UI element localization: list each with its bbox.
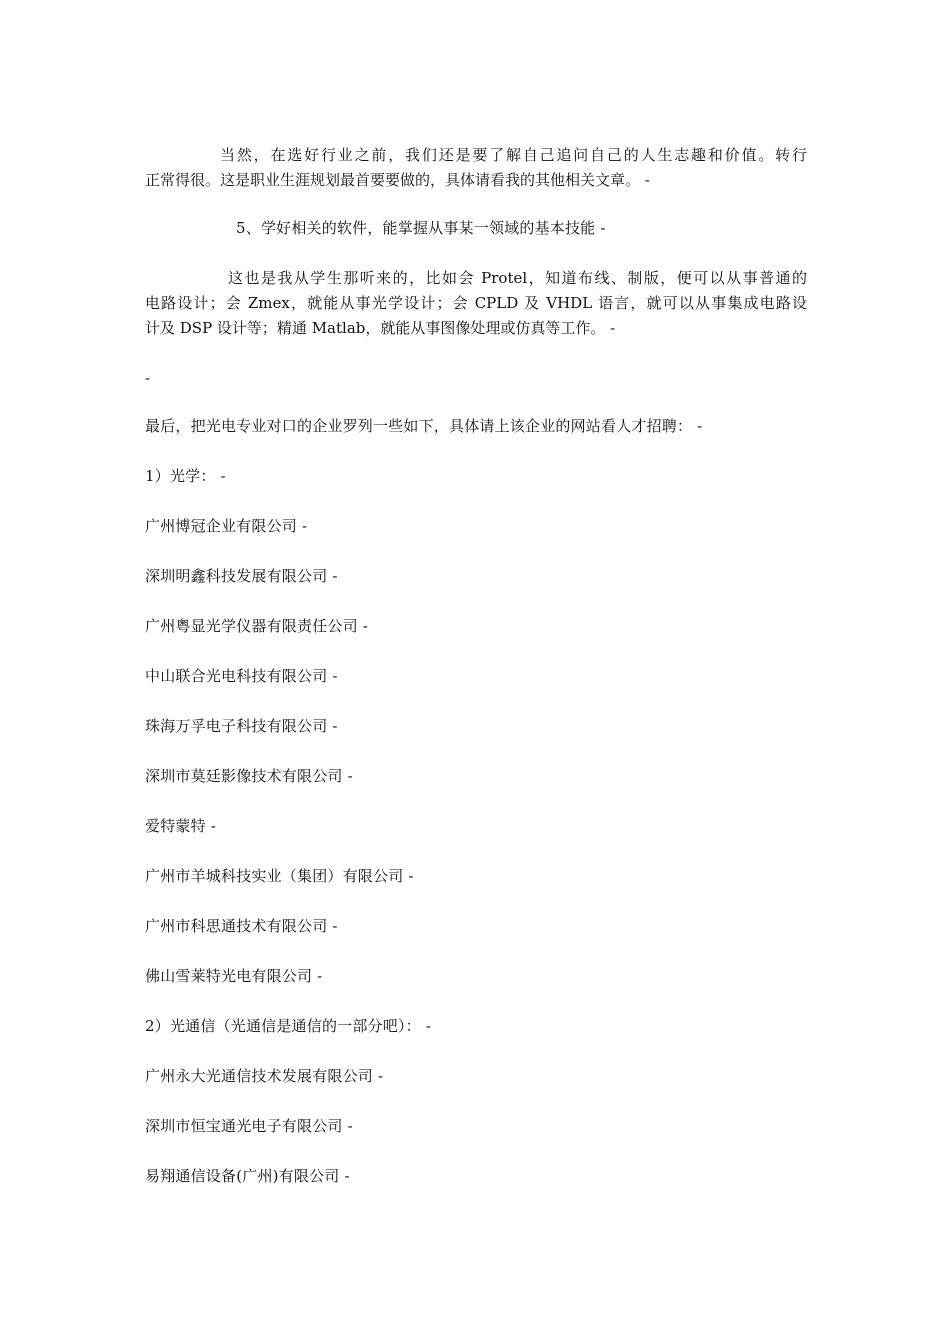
list-item: 珠海万孚电子科技有限公司 - (145, 717, 338, 735)
list-item: 深圳市莫廷影像技术有限公司 - (145, 767, 353, 785)
section-title-optical-communication: 2）光通信（光通信是通信的一部分吧）： - (145, 1017, 432, 1035)
paragraph-line: 正常得很。这是职业生涯规划最首要要做的，具体请看我的其他相关文章。 - (145, 171, 650, 189)
list-item: 中山联合光电科技有限公司 - (145, 667, 338, 685)
separator-dash: - (145, 369, 151, 387)
paragraph-line: 计及 DSP 设计等；精通 Matlab，就能从事图像处理或仿真等工作。 - (145, 319, 616, 337)
list-item: 佛山雪莱特光电有限公司 - (145, 967, 323, 985)
paragraph-line: 当然，在选好行业之前，我们还是要了解自己追问自己的人生志趣和价值。转行 (220, 146, 807, 164)
list-item: 深圳市恒宝通光电子有限公司 - (145, 1117, 353, 1135)
company-list-intro: 最后，把光电专业对口的企业罗列一些如下，具体请上该企业的网站看人才招聘： - (145, 417, 703, 435)
list-item: 广州市科思通技术有限公司 - (145, 917, 338, 935)
section-title-optics: 1）光学： - (145, 467, 226, 485)
paragraph-software-examples (145, 266, 807, 341)
list-item: 广州博冠企业有限公司 - (145, 517, 308, 535)
paragraph-line: 这也是我从学生那听来的，比如会 Protel，知道布线、制版，便可以从事普通的 (228, 269, 807, 287)
section-heading-software-skills: 5、学好相关的软件，能掌握从事某一领域的基本技能 - (236, 219, 606, 237)
list-item: 广州永大光通信技术发展有限公司 - (145, 1067, 384, 1085)
list-item: 广州市羊城科技实业（集团）有限公司 - (145, 867, 414, 885)
list-item: 爱特蒙特 - (145, 817, 217, 835)
paragraph-career-planning (145, 143, 807, 193)
list-item: 易翔通信设备(广州)有限公司 - (145, 1167, 350, 1185)
paragraph-line: 电路设计；会 Zmex，就能从事光学设计；会 CPLD 及 VHDL 语言，就可以从事集成电路设 (145, 294, 807, 312)
list-item: 深圳明鑫科技发展有限公司 - (145, 567, 338, 585)
list-item: 广州粤显光学仪器有限责任公司 - (145, 617, 369, 635)
